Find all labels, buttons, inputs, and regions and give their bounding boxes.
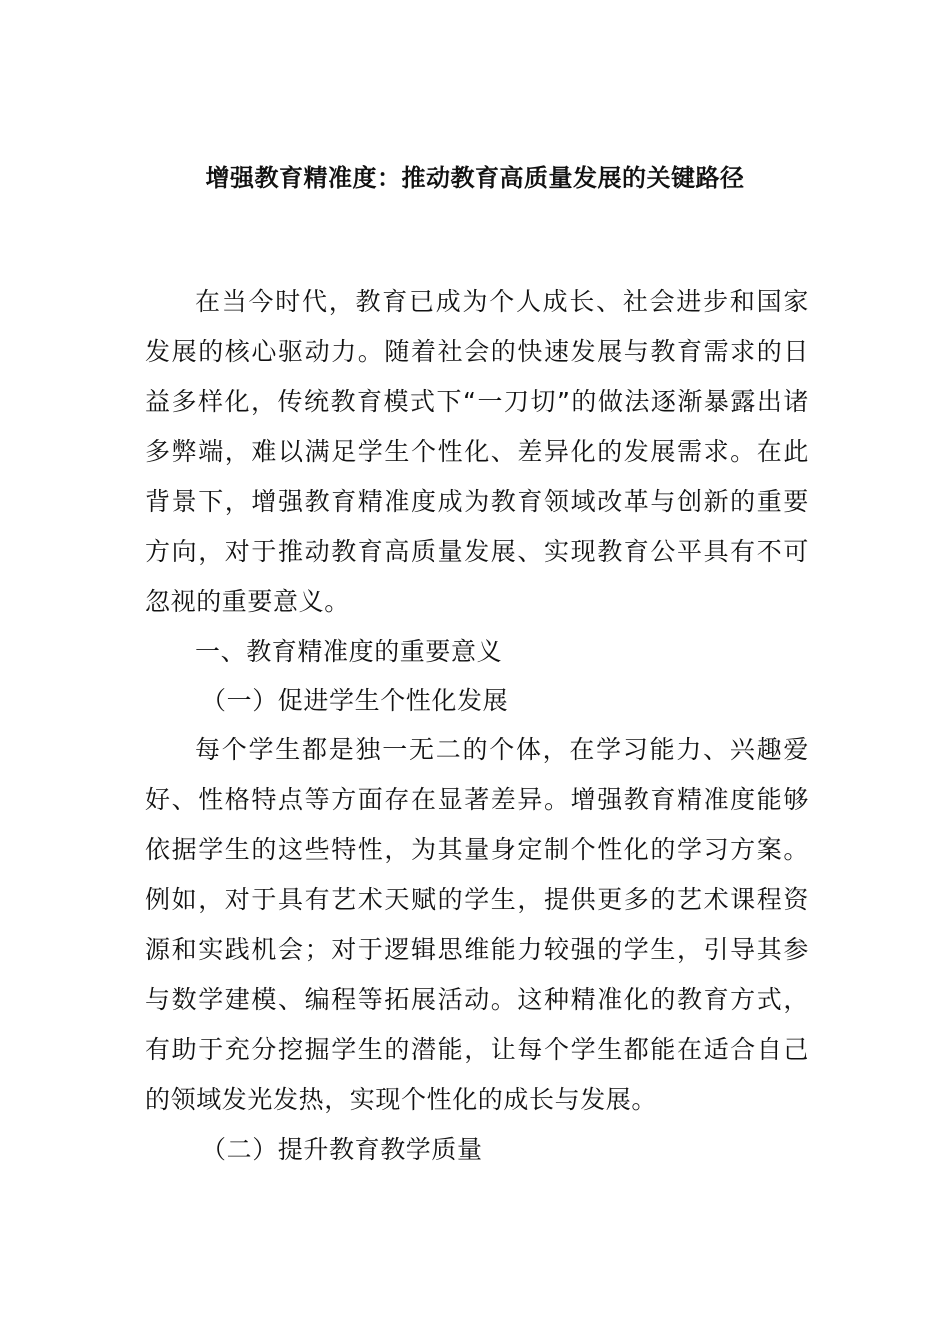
subsection-heading-1: （一）促进学生个性化发展: [201, 686, 509, 715]
intro-paragraph: 在当今时代，教育已成为个人成长、社会进步和国家发展的核心驱动力。随着社会的快速发展与教育需求的日益多样化，传统教育模式下“一刀切”的做法逐渐暴露出诸多弊端，难以满足学生个性化、差异化的发展需求。在此背景下，增强教育精准度成为教育领域改革与创新的重要方向，对于推动教育高质量发展、实现教育公平具有不可忽视的重要意义。: [145, 287, 809, 616]
subsection-1-paragraph: 每个学生都是独一无二的个体，在学习能力、兴趣爱好、性格特点等方面存在显著差异。增强教育精准度能够依据学生的这些特性，为其量身定制个性化的学习方案。例如，对于具有艺术天赋的学生，提供更多的艺术课程资源和实践机会；对于逻辑思维能力较强的学生，引导其参与数学建模、编程等拓展活动。这种精准化的教育方式，有助于充分挖掘学生的潜能，让每个学生都能在适合自己的领域发光发热，实现个性化的成长与发展。: [145, 735, 809, 1114]
section-heading-1: 一、教育精准度的重要意义: [195, 637, 503, 666]
document-title: 增强教育精准度：推动教育高质量发展的关键路径: [205, 164, 745, 192]
subsection-heading-2: （二）提升教育教学质量: [201, 1135, 483, 1164]
